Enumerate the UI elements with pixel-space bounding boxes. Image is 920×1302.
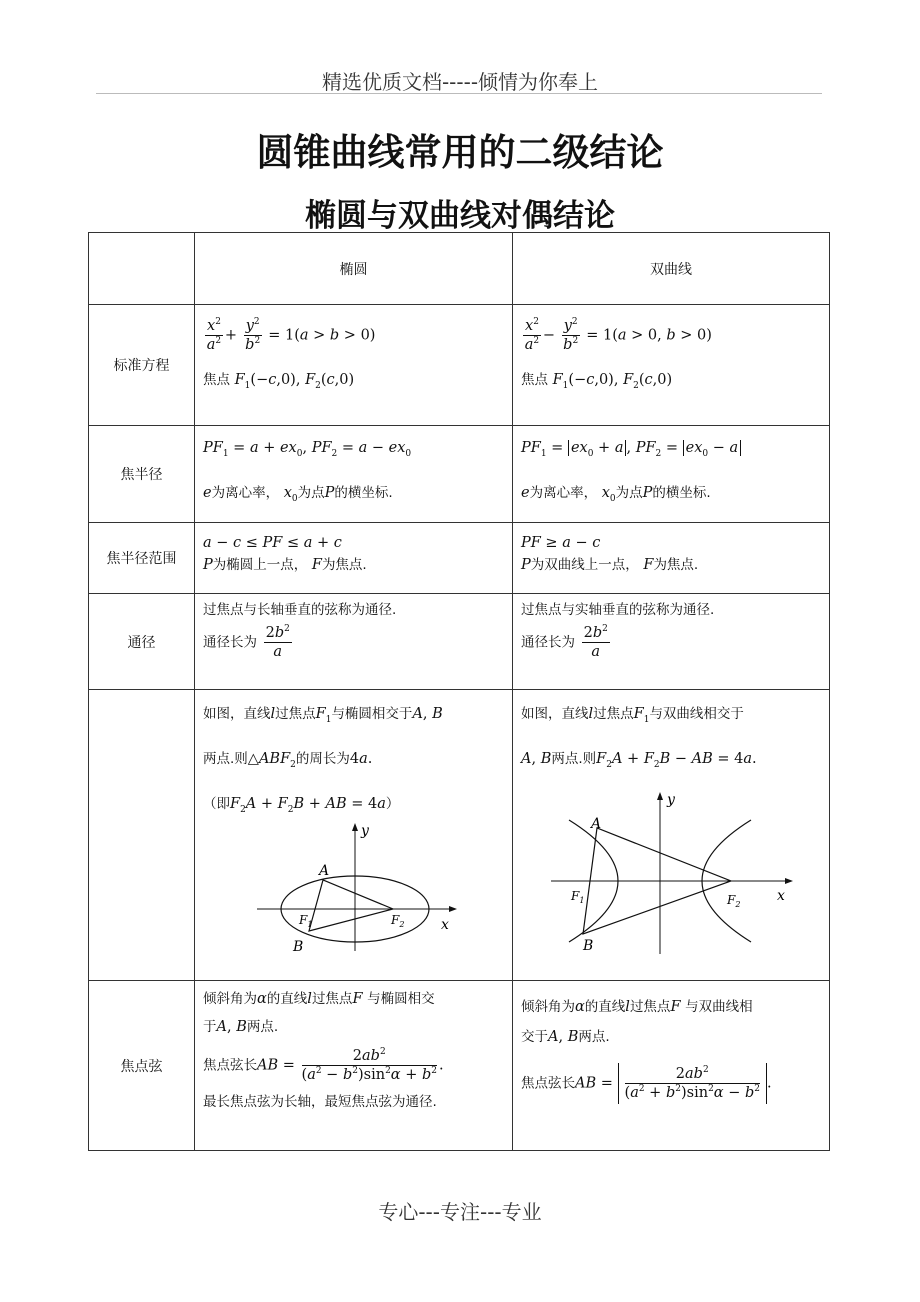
row-label-standard: 标准方程 xyxy=(89,305,195,426)
row-label-triangle-empty xyxy=(89,690,195,981)
label-f2: $F_2$ xyxy=(391,912,405,929)
ellipse-chord-text2: 于A, B两点. xyxy=(203,1019,279,1035)
y-axis-arrow xyxy=(352,823,358,831)
hyperbola-foci: 焦点 $F_1(-c,0)$, $F_2(c,0)$ xyxy=(521,372,673,392)
ellipse-diagram xyxy=(257,823,457,953)
ellipse-equation: $\frac{x^2}{a^2}$ + $\frac{y^2}{b^2}$ = 1(a > b > 0) xyxy=(206,317,376,354)
cell-ellipse-latus xyxy=(195,594,513,690)
cell-ellipse-standard xyxy=(195,305,513,426)
col-header-hyperbola: 双曲线 xyxy=(513,233,830,305)
page-header: 精选优质文档-----倾情为你奉上 xyxy=(321,70,599,94)
cell-hyperbola-focal-radius xyxy=(513,426,830,523)
hyperbola-latus-desc: 过焦点与实轴垂直的弦称为通径. xyxy=(521,602,715,618)
table-row xyxy=(89,523,830,594)
page-footer: 专心---专注---专业 xyxy=(378,1200,542,1224)
label-y: y xyxy=(361,822,369,839)
header-empty-cell xyxy=(89,233,195,305)
row-label-chord: 焦点弦 xyxy=(89,981,195,1151)
ellipse-triangle-text3: （即$F_2A + F_2B$ + AB = 4a） xyxy=(203,795,400,815)
hyperbola-diagram xyxy=(547,790,797,954)
hyperbola-chord-text1: 倾斜角为α的直线l过焦点F 与双曲线相 xyxy=(521,999,753,1015)
row-label-focal-range: 焦半径范围 xyxy=(89,523,195,594)
cell-hyperbola-latus xyxy=(513,594,830,690)
hyperbola-range-formula: PF ≥ a − c xyxy=(521,535,601,551)
hyperbola-focal-radius-note: e为离心率， $x_0$为点P的横坐标. xyxy=(521,484,711,504)
ellipse-range-formula: a − c ≤ PF ≤ a + c xyxy=(203,535,342,551)
cell-ellipse-focal-radius xyxy=(195,426,513,523)
hyperbola-range-note: P为双曲线上一点， F为焦点. xyxy=(521,557,699,573)
y-axis-arrow xyxy=(657,792,663,800)
header-divider xyxy=(96,93,822,94)
cell-ellipse-focal-range xyxy=(195,523,513,594)
table-row xyxy=(89,305,830,426)
table-row xyxy=(89,690,830,981)
x-axis-arrow xyxy=(785,878,793,884)
ellipse-chord-note: 最长焦点弦为长轴，最短焦点弦为通径. xyxy=(203,1094,437,1111)
hyperbola-latus-length: 通径长为 $\frac{2b^2}{a}$ xyxy=(521,624,608,661)
row-label-latus: 通径 xyxy=(89,594,195,690)
page-subtitle: 椭圆与双曲线对偶结论 xyxy=(305,198,615,234)
ellipse-focal-radius-formula: $PF_1 = a + ex_0$, $PF_2 = a - ex_0$ xyxy=(203,440,412,459)
label-f2: $F_2$ xyxy=(727,892,741,909)
ellipse-chord-text1: 倾斜角为α的直线l过焦点F 与椭圆相交 xyxy=(203,991,435,1007)
label-y: y xyxy=(667,791,675,808)
row-label-focal-radius: 焦半径 xyxy=(89,426,195,523)
cell-hyperbola-focal-range xyxy=(513,523,830,594)
cell-hyperbola-standard xyxy=(513,305,830,426)
label-b: B xyxy=(293,938,304,953)
label-x: x xyxy=(441,916,449,933)
label-f1: $F_1$ xyxy=(299,912,313,929)
hyperbola-triangle-text1: 如图，直线l过焦点$F_1$与双曲线相交于 xyxy=(521,706,744,725)
hyperbola-triangle-text2: A, B两点.则$F_2A + F_2B$ − AB = 4a. xyxy=(521,750,757,770)
x-axis-arrow xyxy=(449,906,457,912)
triangle-abf2 xyxy=(309,880,393,931)
hyperbola-focal-radius-formula: $PF_1 = ex_0 + a$ , $PF_2 = ex_0 - a$ xyxy=(521,440,821,459)
page-title: 圆锥曲线常用的二级结论 xyxy=(256,131,664,174)
ellipse-latus-length: 通径长为 $\frac{2b^2}{a}$ xyxy=(203,624,290,661)
cell-ellipse-triangle xyxy=(195,690,513,981)
comparison-table xyxy=(88,232,830,1151)
label-x: x xyxy=(777,887,785,904)
cell-hyperbola-chord xyxy=(513,981,830,1151)
ellipse-latus-desc: 过焦点与长轴垂直的弦称为通径. xyxy=(203,602,397,618)
hyperbola-chord-length: 焦点弦长AB = $\frac{2ab^2}{(a^2 + b^2)\sin^2\alpha - b^2}$ . xyxy=(521,1063,821,1104)
col-header-ellipse: 椭圆 xyxy=(195,233,513,305)
label-b: B xyxy=(583,937,594,954)
ellipse-triangle-text1: 如图，直线l过焦点$F_1$与椭圆相交于A, B xyxy=(203,706,443,725)
ellipse-foci: 焦点 $F_1(-c,0)$, $F_2(c,0)$ xyxy=(203,372,355,392)
hyperbola-chord-text2: 交于A, B两点. xyxy=(521,1029,610,1045)
cell-hyperbola-triangle xyxy=(513,690,830,981)
ellipse-chord-length: 焦点弦长AB = $\frac{2ab^2}{(a^2 - b^2)\sin^2\alpha + b^2}$ . xyxy=(203,1047,444,1084)
hyperbola-equation: $\frac{x^2}{a^2}$ − $\frac{y^2}{b^2}$ = 1(a > 0, b > 0) xyxy=(524,317,712,354)
table-row xyxy=(89,981,830,1151)
label-a: A xyxy=(591,815,602,832)
ellipse-focal-radius-note: e为离心率， $x_0$为点P的横坐标. xyxy=(203,484,393,504)
label-a: A xyxy=(319,862,330,879)
ellipse-range-note: P为椭圆上一点， F为焦点. xyxy=(203,557,367,573)
ellipse-triangle-text2: 两点.则$\triangle ABF_2$的周长为4a. xyxy=(203,750,373,770)
cell-ellipse-chord xyxy=(195,981,513,1151)
table-row xyxy=(89,426,830,523)
table-row xyxy=(89,594,830,690)
label-f1: $F_1$ xyxy=(571,888,585,905)
table-header-row xyxy=(89,233,830,305)
